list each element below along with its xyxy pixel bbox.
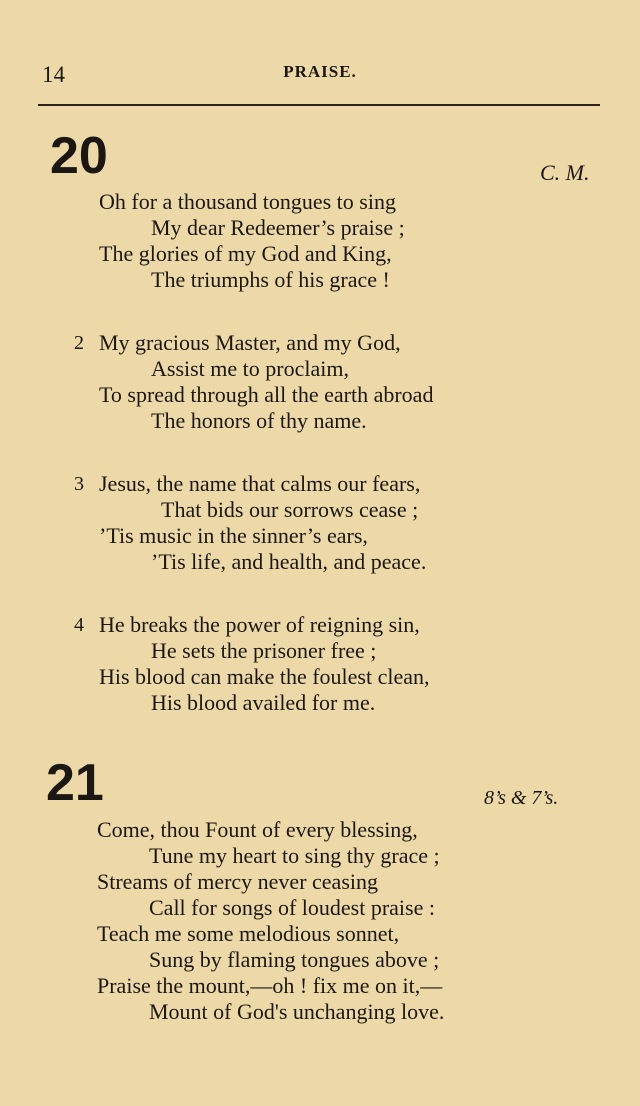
hymn-21-line-2: Tune my heart to sing thy grace ; [149,843,440,868]
verse-number-2: 2 [74,332,84,354]
hymn-20-line-10: That bids our sorrows cease ; [161,497,419,522]
hymn-20-line-8: The honors of thy name. [151,408,367,433]
page-header: PRAISE. [283,62,357,81]
hymn-20-line-4: The triumphs of his grace ! [151,267,390,292]
hymn-meter-21: 8’s & 7’s. [484,787,559,809]
hymn-21-line-8: Mount of God's unchanging love. [149,999,445,1024]
hymn-21-line-7: Praise the mount,—oh ! fix me on it,— [97,973,443,998]
hymn-20-line-3: The glories of my God and King, [99,241,392,266]
hymn-21-line-5: Teach me some melodious sonnet, [97,921,400,946]
verse-number-3: 3 [74,473,84,495]
hymn-21-line-6: Sung by flaming tongues above ; [149,947,440,972]
hymn-20-line-13: He breaks the power of reigning sin, [99,612,420,637]
header-rule [38,104,600,106]
verse-number-4: 4 [74,614,84,636]
hymn-20-line-14: He sets the prisoner free ; [151,638,377,663]
hymn-number-20: 20 [50,127,108,185]
hymn-20-line-12: ’Tis life, and health, and peace. [151,549,427,574]
hymn-20-line-15: His blood can make the foulest clean, [99,664,430,689]
hymn-21-line-4: Call for songs of loudest praise : [149,895,435,920]
hymn-20-line-11: ’Tis music in the sinner’s ears, [99,523,368,548]
hymn-20-line-9: Jesus, the name that calms our fears, [99,471,421,496]
hymn-21-line-3: Streams of mercy never ceasing [97,869,378,894]
hymn-20-line-7: To spread through all the earth abroad [99,382,434,407]
hymn-21-line-1: Come, thou Fount of every blessing, [97,817,418,842]
hymn-20-line-16: His blood availed for me. [151,690,376,715]
hymn-20-line-6: Assist me to proclaim, [151,356,349,381]
page-number: 14 [42,62,65,87]
hymn-meter-20: C. M. [540,160,590,185]
hymn-20-line-5: My gracious Master, and my God, [99,330,401,355]
hymn-20-line-1: Oh for a thousand tongues to sing [99,189,396,214]
hymn-number-21: 21 [46,754,104,812]
hymn-20-line-2: My dear Redeemer’s praise ; [151,215,405,240]
